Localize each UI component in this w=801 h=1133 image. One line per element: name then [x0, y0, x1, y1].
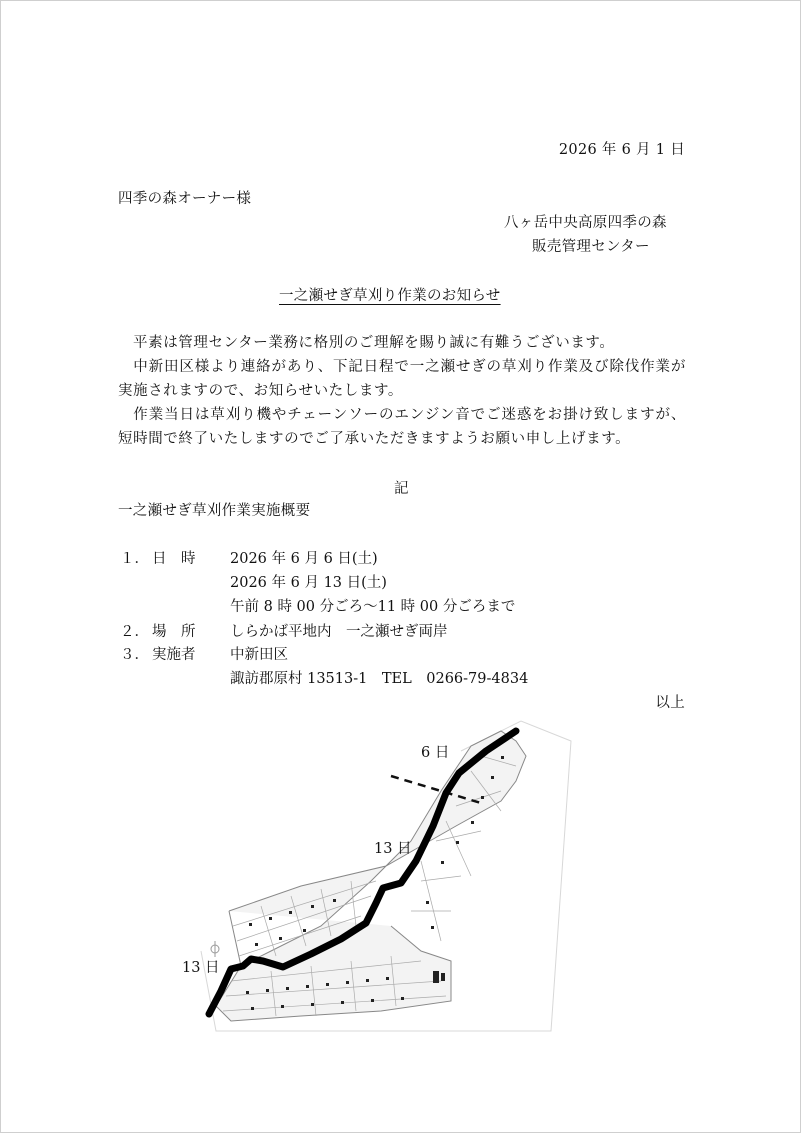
item-1-date-2: 2026 年 6 月 13 日(土) — [230, 575, 387, 591]
north-arrow-icon — [211, 941, 219, 957]
ki-marker: 記 — [394, 481, 409, 497]
sender-organization: 八ヶ岳中央高原四季の森 — [504, 215, 667, 231]
closing-mark: 以上 — [655, 695, 685, 711]
map-label-day6: 6 日 — [421, 745, 450, 761]
item-1-label: 日 時 — [152, 551, 196, 567]
notice-date: 2026 年 6 月 1 日 — [558, 142, 685, 158]
summary-heading: 一之瀬せぎ草刈作業実施概要 — [118, 503, 311, 519]
body-paragraph-2-text: 中新田区様より連絡があり、下記日程で一之瀬せぎの草刈り作業及び除伐作業が実施されますので、お知らせいたします。 — [118, 359, 686, 399]
item-1-number: １． — [120, 551, 149, 567]
notice-title: 一之瀬せぎ草刈り作業のお知らせ — [279, 288, 501, 304]
site-map — [171, 711, 591, 1041]
item-3-label: 実施者 — [152, 647, 196, 663]
body-paragraph-3 — [118, 403, 686, 451]
item-3-organizer: 中新田区 — [230, 647, 288, 663]
item-3-number: ３． — [120, 647, 149, 663]
map-label-day13-upper: 13 日 — [374, 841, 412, 857]
body-paragraph-1-text: 平素は管理センター業務に格別のご理解を賜り誠に有難うございます。 — [133, 335, 615, 351]
lot-boundary-west — [229, 911, 241, 966]
item-3-contact: 諏訪郡原村 13513-1 TEL 0266-79-4834 — [230, 671, 529, 687]
item-1-date-1: 2026 年 6 月 6 日(土) — [230, 551, 378, 567]
body-paragraph-2 — [118, 355, 686, 403]
map-label-day13-lower: 13 日 — [182, 960, 220, 976]
item-2-label: 場 所 — [152, 624, 196, 640]
body-paragraph-1 — [118, 331, 686, 355]
item-1-time: 午前 8 時 00 分ごろ～11 時 00 分ごろまで — [230, 599, 516, 615]
recipient: 四季の森オーナー様 — [118, 191, 252, 207]
body-paragraph-3-text: 作業当日は草刈り機やチェーンソーのエンジン音でご迷惑をお掛け致しますが、短時間で終了いたしますのでご了承いただきますようお願い申し上げます。 — [118, 407, 686, 447]
item-2-number: ２． — [120, 624, 149, 640]
sender-department: 販売管理センター — [532, 239, 650, 255]
item-2-location: しらかば平地内 一之瀬せぎ両岸 — [230, 624, 448, 640]
